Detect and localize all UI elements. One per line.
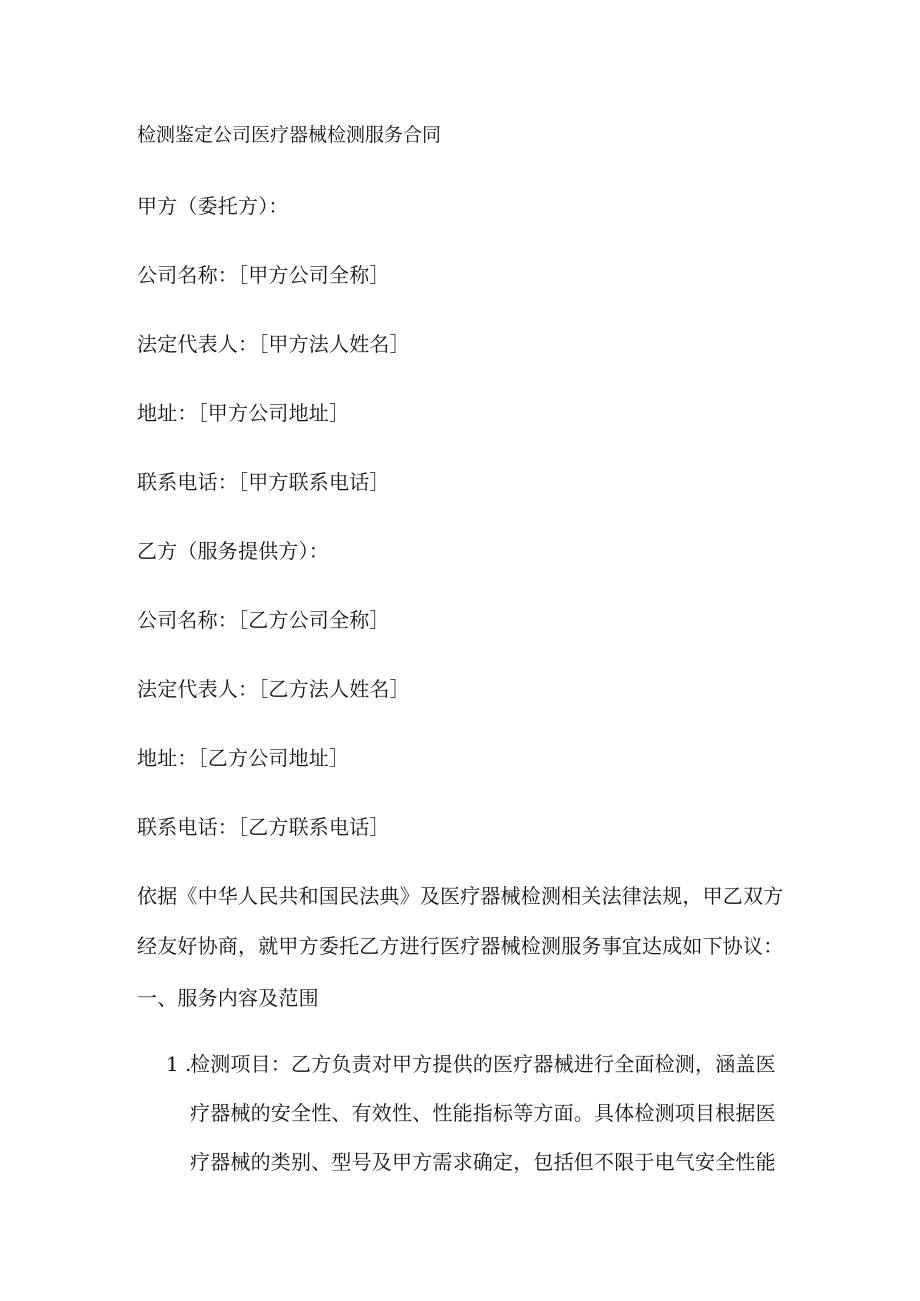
item-line: 疗器械的安全性、有效性、性能指标等方面。具体检测项目根据医 [190,1101,776,1125]
party-a-heading: 甲方（委托方）： [137,194,289,218]
party-b-address: 地址：［乙方公司地址］ [137,746,350,770]
party-b-heading: 乙方（服务提供方）： [137,539,329,563]
party-a-representative: 法定代表人：［甲方法人姓名］ [137,332,410,356]
item-number: 1 . [166,1052,192,1076]
preamble-line: 依据《中华人民共和国民法典》及医疗器械检测相关法律法规，甲乙双方 [137,884,784,908]
party-a-phone: 联系电话：［甲方联系电话］ [137,470,390,494]
item-line: 疗器械的类别、型号及甲方需求确定，包括但不限于电气安全性能 [190,1150,776,1174]
party-b-representative: 法定代表人：［乙方法人姓名］ [137,677,410,701]
section-1-heading: 一、服务内容及范围 [137,986,319,1010]
preamble-line: 经友好协商，就甲方委托乙方进行医疗器械检测服务事宜达成如下协议： [137,934,784,958]
party-a-company: 公司名称：［甲方公司全称］ [137,263,390,287]
item-line: 检测项目：乙方负责对甲方提供的医疗器械进行全面检测，涵盖医 [190,1052,776,1076]
party-b-phone: 联系电话：［乙方联系电话］ [137,815,390,839]
party-a-address: 地址：［甲方公司地址］ [137,401,350,425]
party-b-company: 公司名称：［乙方公司全称］ [137,608,390,632]
document-title: 检测鉴定公司医疗器械检测服务合同 [137,124,442,146]
